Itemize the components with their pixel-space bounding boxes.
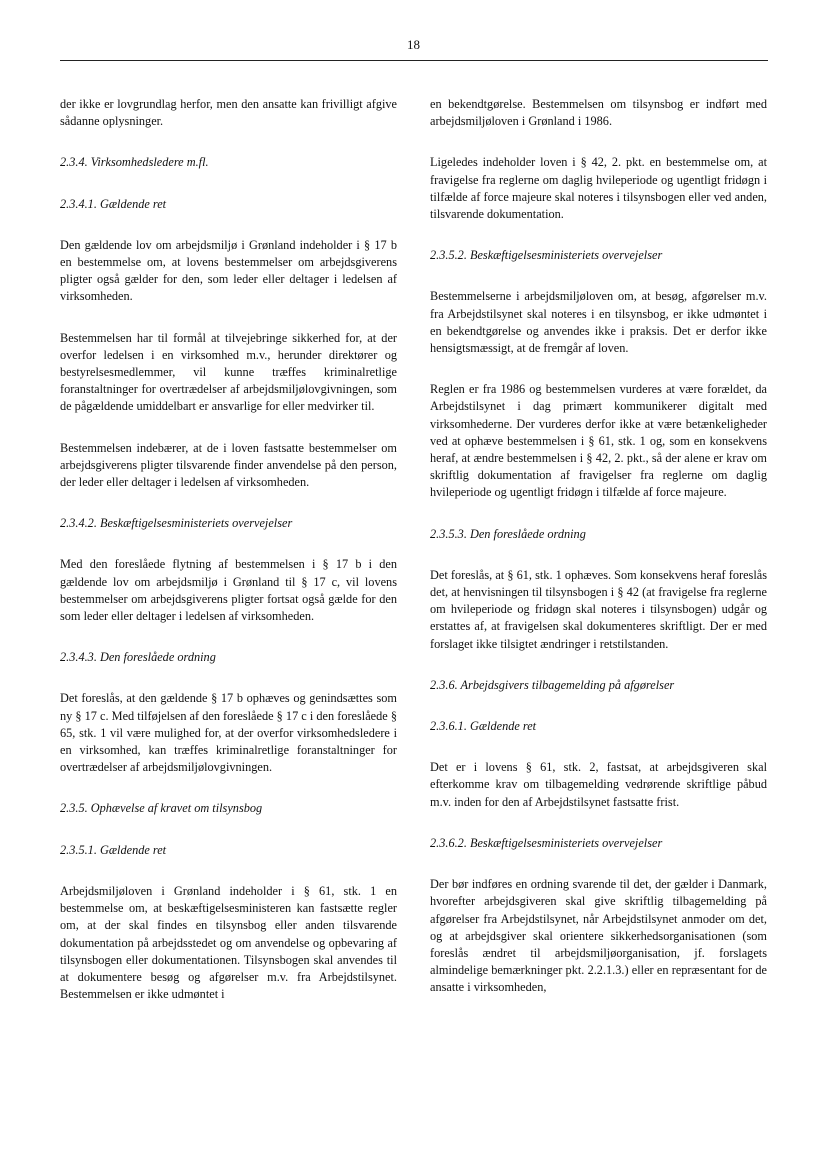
paragraph: der ikke er lovgrundlag herfor, men den ansatte kan frivilligt afgive sådanne oplysninger. bbox=[60, 97, 397, 129]
paragraph: Bestemmelsen indebærer, at de i loven fastsatte bestemmelser om arbejdsgiverens pligter tilsvarende finder anvendelse på den person, der leder eller deltager i ledelsen af virksomheden. bbox=[60, 440, 397, 490]
section-heading: 2.3.6.2. Beskæftigelsesministeriets overvejelser bbox=[430, 835, 663, 850]
paragraph: Bestemmelsen har til formål at tilvejebringe sikkerhed for, at der overfor ledelsen i en virksomhed m.v., herunder direktører og bestyrelsesmedlemmer, vil kunne træffes kriminalretlige foranstaltninger for overtrædelser af arbejdsmiljølovgivningen, som de pågældende umiddelbart er ansvarlige for eller medvirker til. bbox=[60, 330, 397, 414]
header-rule bbox=[60, 60, 768, 61]
paragraph: Det foreslås, at § 61, stk. 1 ophæves. Som konsekvens heraf foreslås det, at henvisningen til tilsynsbogen i § 42 (at fravigelse fra reglerne om hvileperiode og fridøgn skal noteres i tilsynsbogen) udgår og erstattes af, at fravigelsen skal dokumenteres skriftligt. Der er med forslaget ikke tilsigtet ændringer i retstilstanden. bbox=[430, 567, 767, 651]
paragraph: Der bør indføres en ordning svarende til det, der gælder i Danmark, hvorefter arbejdsgiveren skal give skriftlig tilbagemelding på afgørelser fra Arbejdstilsynet, når Arbejdstilsynet anmoder om det, og at arbejdsgiver skal orientere sikkerhedsorganisationen (som foreslås ændret til arbejdsmiljøorganisation, jf. forslagets almindelige bemærkninger pkt. 2.2.1.3.) eller en repræsentant for de ansatte i virksomheden, bbox=[430, 877, 767, 995]
page-number: 18 bbox=[407, 37, 420, 52]
paragraph: Det foreslås, at den gældende § 17 b ophæves og genindsættes som ny § 17 c. Med tilføjelsen af den foreslåede § 17 c i den foreslåede § 65, stk. 1 vil være mulighed for, at der overfor virksomhedsledere i en virksomhed, kan træffes kriminalretlige foranstaltninger for overtrædelser af arbejdsmiljølovgivningen. bbox=[60, 691, 397, 775]
section-heading: 2.3.6. Arbejdsgivers tilbagemelding på afgørelser bbox=[430, 677, 675, 692]
section-heading: 2.3.4.3. Den foreslåede ordning bbox=[60, 650, 216, 665]
paragraph: en bekendtgørelse. Bestemmelsen om tilsynsbog er indført med arbejdsmiljøloven i Grønland i 1986. bbox=[430, 97, 767, 129]
right-column bbox=[430, 96, 767, 1021]
section-heading: 2.3.4.2. Beskæftigelsesministeriets overvejelser bbox=[60, 516, 293, 531]
section-heading: 2.3.5.2. Beskæftigelsesministeriets overvejelser bbox=[430, 248, 663, 263]
section-heading: 2.3.4.1. Gældende ret bbox=[60, 196, 167, 211]
left-column bbox=[60, 96, 397, 1027]
section-heading: 2.3.5. Ophævelse af kravet om tilsynsbog bbox=[60, 801, 263, 816]
paragraph: Med den foreslåede flytning af bestemmelsen i § 17 b i den gældende lov om arbejdsmiljø i Grønland til § 17 c, vil lovens bestemmelser om arbejdsgiverens pligter fortsat også gælde for den som leder eller deltager i ledelsen af virksomheden. bbox=[60, 557, 397, 624]
section-heading: 2.3.5.3. Den foreslåede ordning bbox=[430, 526, 586, 541]
section-heading: 2.3.4. Virksomhedsledere m.fl. bbox=[60, 155, 209, 170]
paragraph: Det er i lovens § 61, stk. 2, fastsat, at arbejdsgiveren skal efterkomme krav om tilbagemelding vedrørende skriftlige påbud m.v. inden for den af Arbejdstilsynet fastsatte frist. bbox=[430, 760, 767, 809]
paragraph: Arbejdsmiljøloven i Grønland indeholder i § 61, stk. 1 en bestemmelse om, at beskæftigelsesministeren kan fastsætte regler om, at der skal findes en tilsynsbog eller anden tilsvarende dokumentation på arbejdsstedet og om anvendelse og opbevaring af tilsynsbogen eller dokumentationen. Tilsynsbogen skal anvendes til at dokumentere besøg og afgørelser m.v. fra Arbejdstilsynet. Bestemmelsen er ikke udmøntet i bbox=[60, 883, 397, 1002]
paragraph: Reglen er fra 1986 og bestemmelsen vurderes at være forældet, da Arbejdstilsynet i dag primært kommunikerer digitalt med virksomhederne. Der vurderes derfor ikke at være betænkeligheder ved at ophæve bestemmelsen i § 61, stk. 1 og, som en konsekvens heraf, at ændre bestemmelsen i § 42, 2. pkt., så der alene er krav om skriftlig dokumentation af fravigelser fra reglerne om daglig hvileperiode og ugentligt fridøgn i tilfælde af force majeure. bbox=[430, 382, 767, 500]
section-heading: 2.3.6.1. Gældende ret bbox=[430, 719, 537, 734]
paragraph: Den gældende lov om arbejdsmiljø i Grønland indeholder i § 17 b en bestemmelse om, at lovens bestemmelser om arbejdsgiverens pligter også gælder for den, som leder eller deltager i ledelsen af virksomheden. bbox=[60, 237, 397, 304]
paragraph: Ligeledes indeholder loven i § 42, 2. pkt. en bestemmelse om, at fravigelse fra reglerne om daglig hvileperiode og ugentligt fridøgn i tilfælde af force majeure skal noteres i tilsynsbogen eller ved anden, tilsvarende dokumentation. bbox=[430, 155, 767, 222]
paragraph: Bestemmelserne i arbejdsmiljøloven om, at besøg, afgørelser m.v. fra Arbejdstilsynet skal noteres i en tilsynsbog, er ikke udmøntet i en bekendtgørelse og anvendes ikke i praksis. Det er derfor ikke hensigtsmæssigt, at de fremgår af loven. bbox=[430, 289, 767, 356]
section-heading: 2.3.5.1. Gældende ret bbox=[60, 842, 167, 857]
